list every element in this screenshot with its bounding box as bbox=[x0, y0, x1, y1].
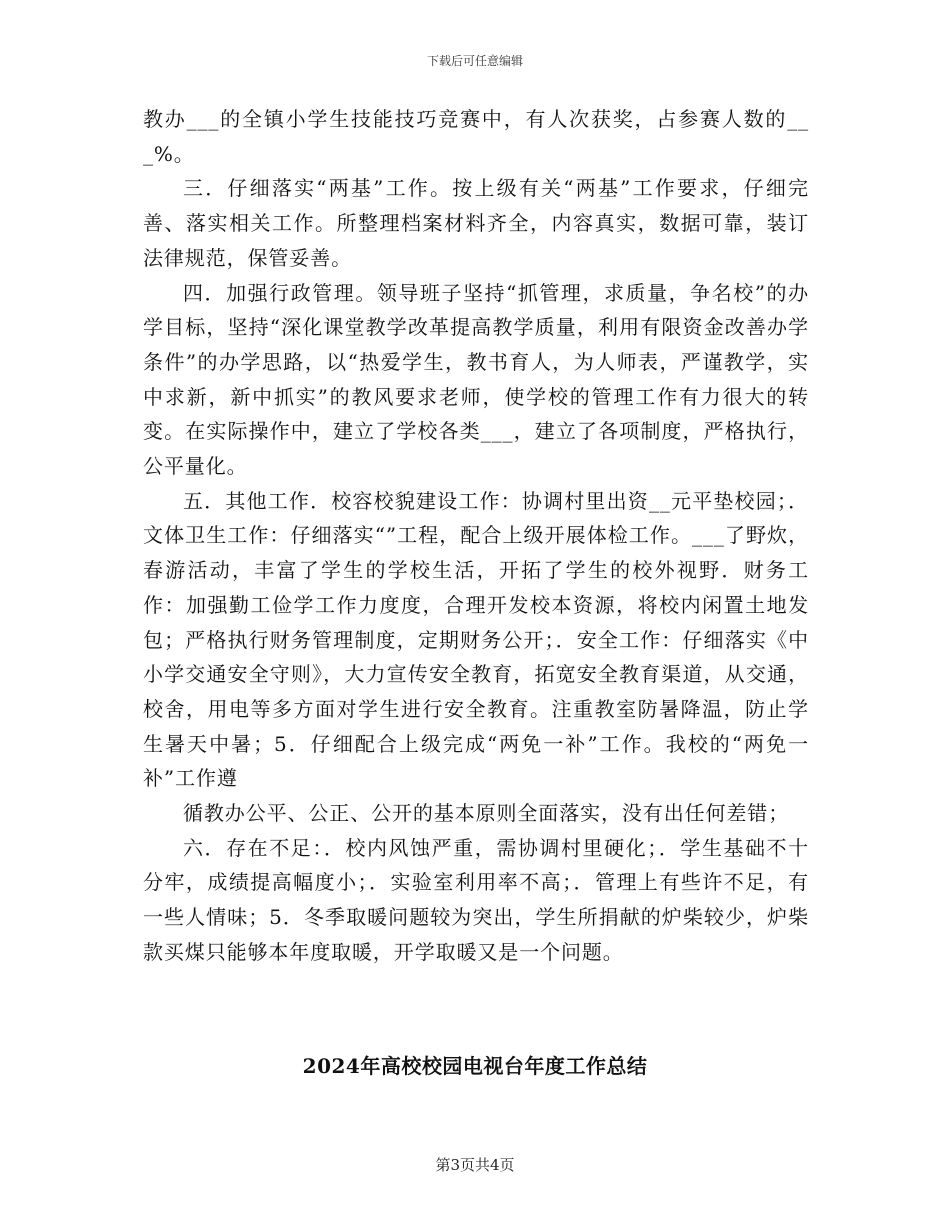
page-header: 下载后可任意编辑 bbox=[426, 54, 523, 68]
document-body bbox=[143, 102, 809, 970]
paragraph-competition: 教办___的全镇小学生技能技巧竞赛中，有人次获奖，占参赛人数的___%。 bbox=[143, 107, 809, 166]
paragraph-other-work: 五．其他工作．校容校貌建设工作：协调村里出资__元平垫校园；．文体卫生工作：仔细落实“”工程，配合上级开展体检工作。___了野炊，春游活动，丰富了学生的学校生活，开拓了学生的校外视野．财务工作：加强勤工俭学工作力度度，合理开发校本资源，将校内闲置土地发包；严格执行财务管理制度，定期财务公开；．安全工作：仔细落实《中小学交通安全守则》，大力宣传安全教育，拓宽安全教育渠道，从交通，校舍，用电等多方面对学生进行安全教育。注重教室防暑降温，防止学生暑天中暑；5．仔细配合上级完成“两免一补”工作。我校的“两免一补”工作遵 bbox=[143, 488, 809, 791]
paragraph-liangji: 三．仔细落实“两基”工作。按上级有关“两基”工作要求，仔细完善、落实相关工作。所整理档案材料齐全，内容真实，数据可靠，装订法律规范，保管妥善。 bbox=[143, 176, 809, 270]
paragraph-shortcomings: 六．存在不足：．校内风蚀严重，需协调村里硬化；．学生基础不十分牢，成绩提高幅度小；．实验室利用率不高；．管理上有些许不足，有一些人情味；5．冬季取暖问题较为突出，学生所捐献的炉柴较少，炉柴款买煤只能够本年度取暖，开学取暖又是一个问题。 bbox=[143, 835, 809, 964]
document-title: 2024年高校校园电视台年度工作总结 bbox=[302, 1054, 648, 1078]
paragraph-continuation: 循教办公平、公正、公开的基本原则全面落实，没有出任何差错； bbox=[183, 801, 790, 826]
page-footer: 第3页共4页 bbox=[435, 1156, 515, 1174]
paragraph-administration: 四．加强行政管理。领导班子坚持“抓管理，求质量，争名校”的办学目标，坚持“深化课堂教学改革提高教学质量，利用有限资金改善办学条件”的办学思路，以“热爱学生，教书育人，为人师表，严谨教学，实中求新，新中抓实”的教风要求老师，使学校的管理工作有力很大的转变。在实际操作中，建立了学校各类___，建立了各项制度，严格执行，公平量化。 bbox=[143, 280, 809, 479]
